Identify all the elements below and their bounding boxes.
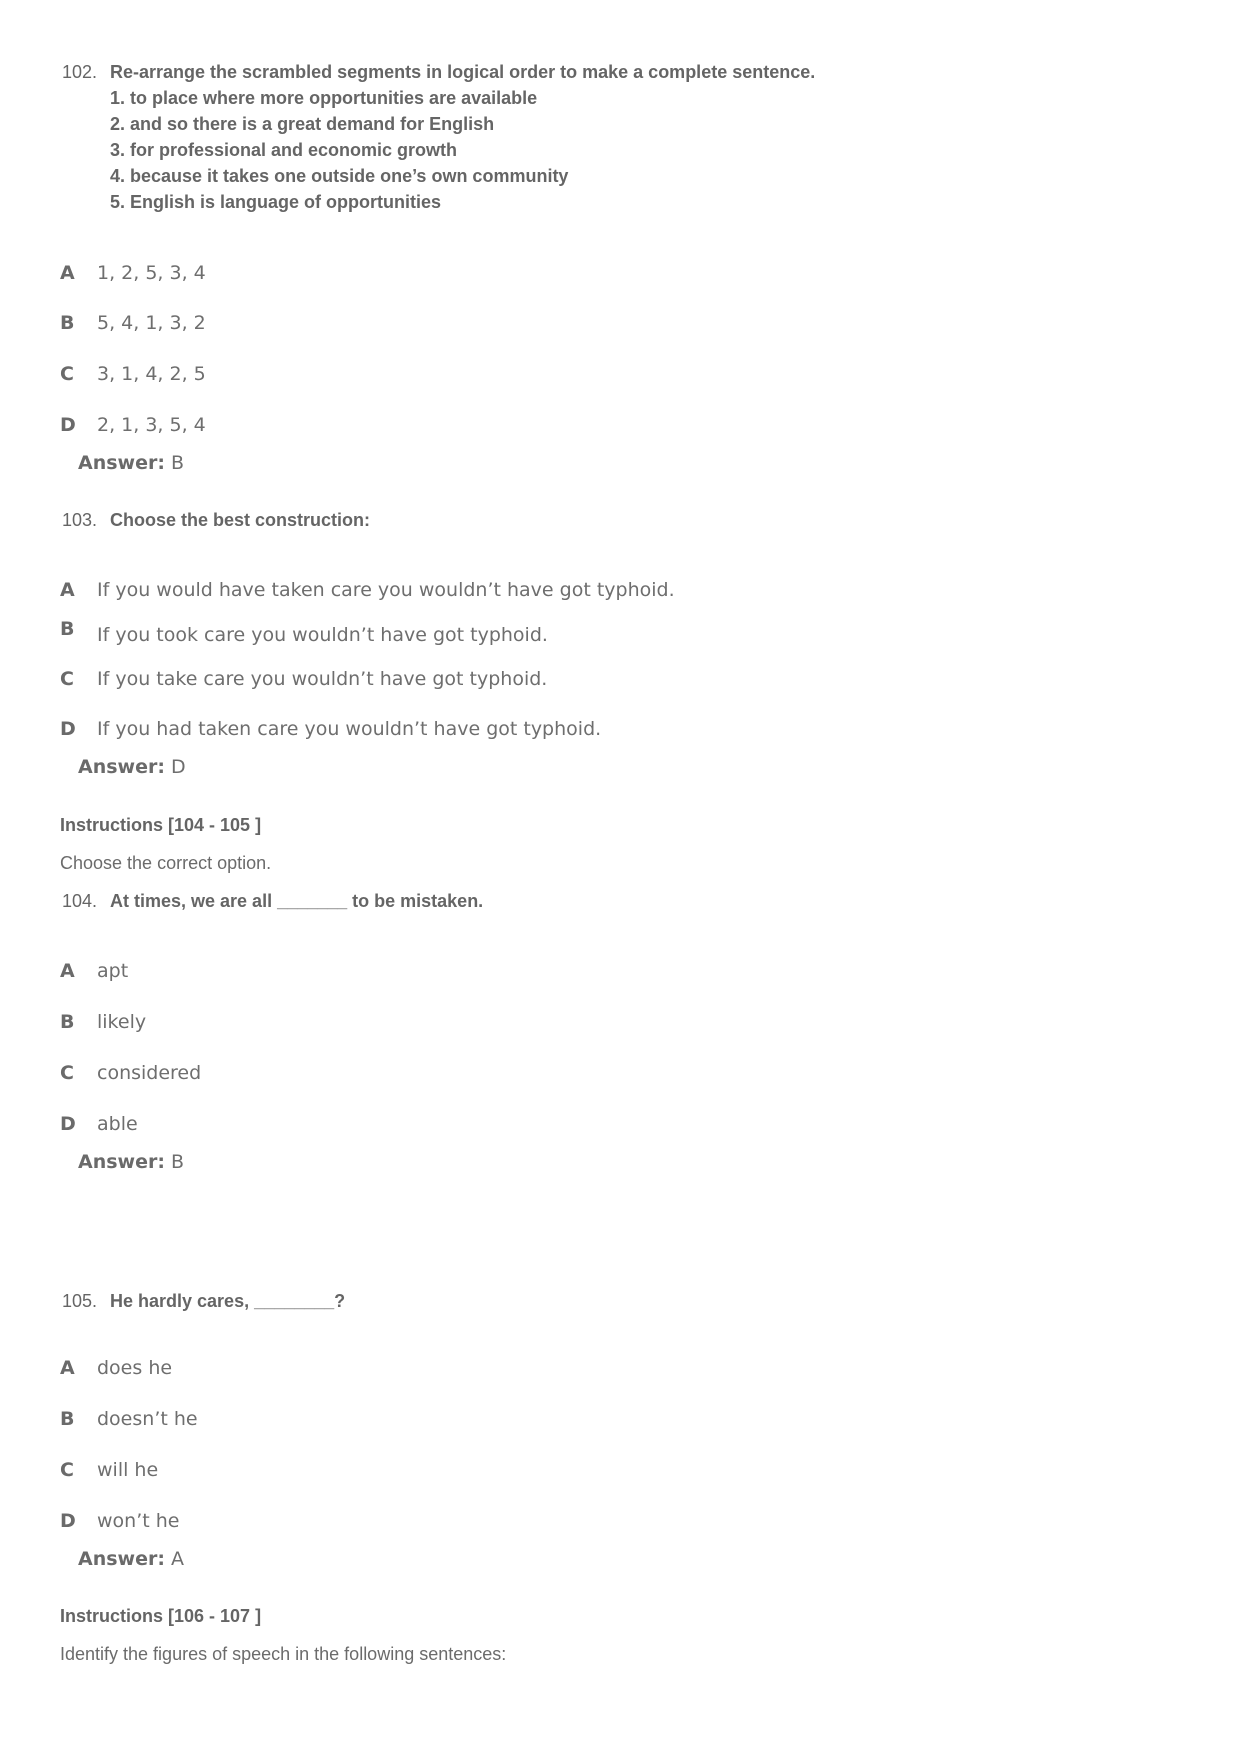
option-letter: A	[60, 579, 75, 601]
option-letter: C	[60, 1459, 74, 1481]
option-letter: A	[60, 960, 75, 982]
option-b	[60, 1408, 198, 1430]
question-text: Re-arrange the scrambled segments in logical order to make a complete sentence.	[110, 62, 816, 82]
answer	[78, 1548, 184, 1570]
answer-label: Answer:	[78, 756, 165, 778]
segment-1: 1. to place where more opportunities are available	[110, 88, 538, 108]
answer-label: Answer:	[78, 452, 165, 474]
option-text: doesn’t he	[97, 1408, 198, 1430]
option-letter: B	[60, 1011, 75, 1033]
question-text: At times, we are all _______ to be mistaken.	[110, 891, 484, 911]
answer-value: B	[171, 1151, 185, 1173]
option-d	[60, 1113, 138, 1135]
option-letter: A	[60, 1357, 75, 1379]
option-letter: D	[60, 718, 76, 740]
option-text: considered	[97, 1062, 202, 1084]
answer-label: Answer:	[78, 1151, 165, 1173]
segment-4: 4. because it takes one outside one’s own community	[110, 166, 569, 186]
option-b	[60, 618, 548, 646]
answer-value: A	[171, 1548, 184, 1570]
segment-3: 3. for professional and economic growth	[110, 140, 458, 160]
option-text: able	[97, 1113, 138, 1135]
option-c	[60, 668, 547, 690]
question-102	[62, 62, 815, 83]
option-text: 3, 1, 4, 2, 5	[97, 363, 206, 385]
instructions-heading: Instructions [104 - 105 ]	[60, 815, 262, 835]
option-text: If you take care you wouldn’t have got typhoid.	[97, 668, 548, 690]
option-letter: B	[60, 618, 75, 640]
option-c	[60, 1459, 158, 1481]
option-text: 5, 4, 1, 3, 2	[97, 312, 206, 334]
question-text: Choose the best construction:	[110, 510, 371, 530]
question-105	[62, 1291, 345, 1312]
option-letter: C	[60, 363, 74, 385]
answer	[78, 1151, 184, 1173]
segment-2: 2. and so there is a great demand for English	[110, 114, 495, 134]
option-a	[60, 1357, 172, 1379]
option-c	[60, 363, 206, 385]
option-letter: D	[60, 1113, 76, 1135]
option-letter: C	[60, 668, 74, 690]
option-b	[60, 1011, 146, 1033]
option-text: If you took care you wouldn’t have got typhoid.	[97, 624, 548, 646]
option-a	[60, 960, 128, 982]
option-text: will he	[97, 1459, 159, 1481]
option-text: won’t he	[97, 1510, 180, 1532]
option-text: apt	[97, 960, 129, 982]
option-d	[60, 1510, 179, 1532]
question-103	[62, 510, 370, 531]
question-number: 102.	[62, 62, 98, 82]
instructions-heading: Instructions [106 - 107 ]	[60, 1606, 262, 1626]
option-letter: D	[60, 1510, 76, 1532]
option-letter: D	[60, 414, 76, 436]
option-letter: B	[60, 1408, 75, 1430]
option-d	[60, 414, 206, 436]
option-text: 2, 1, 3, 5, 4	[97, 414, 206, 436]
option-letter: C	[60, 1062, 74, 1084]
option-b	[60, 312, 206, 334]
answer-value: D	[171, 756, 186, 778]
question-number: 104.	[62, 891, 98, 911]
segment-5: 5. English is language of opportunities	[110, 192, 442, 212]
instructions-body: Choose the correct option.	[60, 853, 272, 873]
option-d	[60, 718, 601, 740]
answer-value: B	[171, 452, 185, 474]
option-text: does he	[97, 1357, 173, 1379]
question-104	[62, 891, 483, 912]
option-text: If you would have taken care you wouldn’t have got typhoid.	[97, 579, 675, 601]
instructions-body: Identify the figures of speech in the following sentences:	[60, 1644, 507, 1664]
option-text: 1, 2, 5, 3, 4	[97, 262, 206, 284]
option-a	[60, 579, 675, 601]
option-a	[60, 262, 206, 284]
option-c	[60, 1062, 201, 1084]
question-number: 103.	[62, 510, 98, 530]
answer	[78, 452, 184, 474]
answer-label: Answer:	[78, 1548, 165, 1570]
option-text: If you had taken care you wouldn’t have got typhoid.	[97, 718, 602, 740]
answer	[78, 756, 186, 778]
option-letter: B	[60, 312, 75, 334]
option-text: likely	[97, 1011, 147, 1033]
question-text: He hardly cares, ________?	[110, 1291, 346, 1311]
question-number: 105.	[62, 1291, 98, 1311]
option-letter: A	[60, 262, 75, 284]
